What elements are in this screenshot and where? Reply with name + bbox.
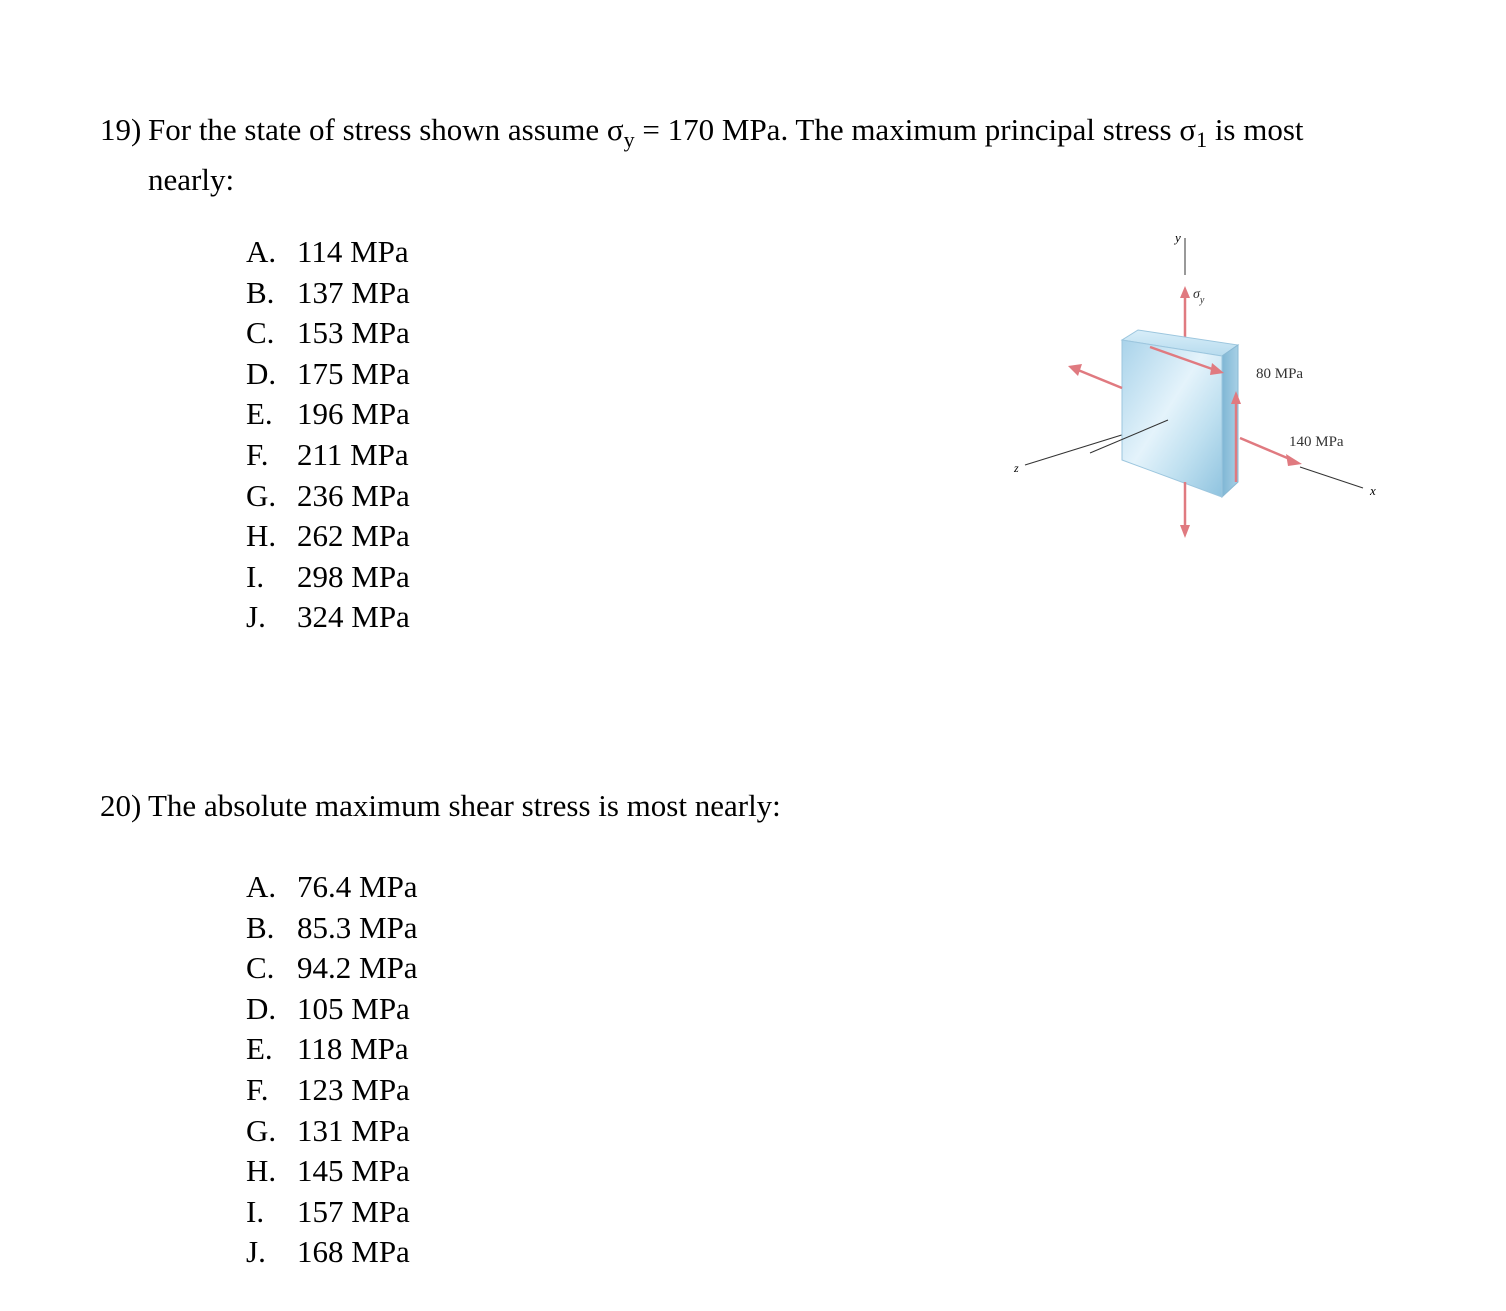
question-text-part3: is most: [1207, 112, 1304, 147]
option-value: 105 MPa: [297, 990, 410, 1026]
normal-stress-label: 140 MPa: [1289, 434, 1344, 450]
option-item[interactable]: [246, 1070, 418, 1111]
option-letter: H.: [246, 1153, 277, 1189]
option-item[interactable]: [246, 989, 418, 1030]
option-value: 157 MPa: [297, 1193, 410, 1229]
option-letter: F.: [246, 436, 269, 472]
option-value: 131 MPa: [297, 1112, 410, 1148]
sigma-subscript: y: [1199, 295, 1205, 306]
option-letter: G.: [246, 477, 277, 513]
question-text-part2: = 170 MPa. The maximum principal stress σ: [634, 112, 1197, 147]
sigma-y-arrowhead-top: [1180, 286, 1190, 298]
subscript-y: y: [623, 127, 635, 153]
q20-options: [246, 867, 418, 1273]
option-letter: I.: [246, 558, 265, 594]
question-text-part1: For the state of stress shown assume σ: [148, 112, 624, 147]
option-value: 145 MPa: [297, 1153, 410, 1189]
z-axis-label: z: [1014, 461, 1019, 475]
shear-stress-label: 80 MPa: [1256, 366, 1304, 382]
question-text-line2: nearly:: [148, 162, 235, 198]
option-item[interactable]: [246, 516, 410, 557]
option-value: 236 MPa: [297, 477, 410, 513]
y-axis-label: y: [1175, 230, 1181, 245]
option-letter: B.: [246, 274, 275, 310]
option-item[interactable]: [246, 1151, 418, 1192]
question-number: 20): [100, 788, 142, 823]
option-item[interactable]: [246, 1192, 418, 1233]
subscript-1: 1: [1196, 127, 1208, 153]
option-item[interactable]: [246, 908, 418, 949]
option-letter: J.: [246, 599, 266, 635]
option-letter: A.: [246, 869, 277, 904]
option-letter: G.: [246, 1112, 277, 1148]
option-letter: D.: [246, 355, 277, 391]
option-item[interactable]: [246, 232, 410, 273]
x-axis-label: x: [1370, 483, 1376, 498]
option-item[interactable]: [246, 394, 410, 435]
option-item[interactable]: [246, 313, 410, 354]
option-value: 211 MPa: [297, 436, 409, 472]
option-value: 168 MPa: [297, 1234, 410, 1270]
option-item[interactable]: [246, 1232, 418, 1273]
sigma-label: [1193, 287, 1205, 306]
option-letter: I.: [246, 1193, 265, 1229]
option-item[interactable]: [246, 948, 418, 989]
option-value: 298 MPa: [297, 558, 410, 594]
option-letter: D.: [246, 990, 277, 1026]
x-axis-line: [1300, 467, 1363, 488]
option-item[interactable]: [246, 476, 410, 517]
option-letter: C.: [246, 950, 275, 986]
option-value: 262 MPa: [297, 518, 410, 554]
option-value: 137 MPa: [297, 274, 410, 310]
option-item[interactable]: [246, 435, 410, 476]
option-letter: B.: [246, 909, 275, 945]
normal-arrow-right: [1240, 438, 1292, 460]
block-front-face: [1122, 340, 1222, 497]
stress-element-figure: [1000, 220, 1400, 550]
option-value: 123 MPa: [297, 1071, 410, 1107]
option-item[interactable]: [246, 354, 410, 395]
option-item[interactable]: [246, 1029, 418, 1070]
option-letter: J.: [246, 1234, 266, 1270]
sigma-y-arrowhead-bottom: [1180, 525, 1190, 538]
normal-arrowhead-right: [1286, 454, 1302, 466]
option-letter: C.: [246, 315, 275, 351]
question-number: 19): [100, 112, 142, 147]
option-item[interactable]: [246, 273, 410, 314]
normal-arrow-left: [1078, 370, 1122, 388]
option-value: 175 MPa: [297, 355, 410, 391]
option-item[interactable]: [246, 557, 410, 598]
question-text: The absolute maximum shear stress is most nearly:: [148, 788, 781, 823]
question-19: [100, 110, 1400, 200]
option-item[interactable]: [246, 867, 418, 908]
option-value: 118 MPa: [297, 1031, 409, 1067]
sigma-symbol: σ: [1193, 287, 1200, 302]
option-value: 196 MPa: [297, 396, 410, 432]
option-value: 94.2 MPa: [297, 950, 418, 986]
option-value: 153 MPa: [297, 315, 410, 351]
option-value: 85.3 MPa: [297, 909, 418, 945]
option-item[interactable]: [246, 1111, 418, 1152]
option-letter: A.: [246, 234, 277, 269]
option-letter: E.: [246, 1031, 273, 1067]
option-value: 76.4 MPa: [297, 869, 418, 904]
option-letter: E.: [246, 396, 273, 432]
normal-arrowhead-left: [1068, 364, 1082, 376]
option-letter: H.: [246, 518, 277, 554]
option-letter: F.: [246, 1071, 269, 1107]
option-value: 114 MPa: [297, 234, 409, 269]
question-20: [100, 786, 781, 826]
option-item[interactable]: [246, 597, 410, 638]
q19-options: [246, 232, 410, 638]
option-value: 324 MPa: [297, 599, 410, 635]
